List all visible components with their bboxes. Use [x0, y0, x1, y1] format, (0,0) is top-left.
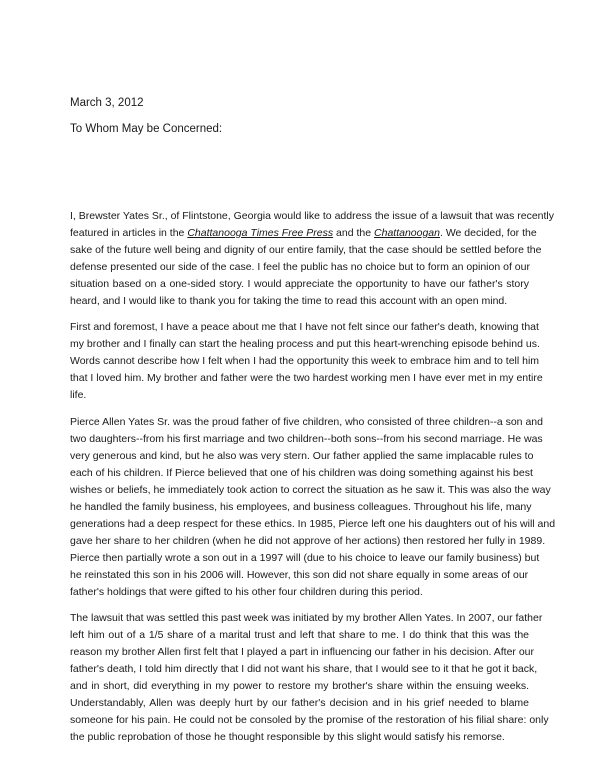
paragraph-4-line: someone for his pain. He could not be consoled by the promise of the restoration of his filial share: only: [70, 714, 549, 726]
paragraph-3-line: each of his children. If Pierce believed that one of his children was doing something against his best: [70, 467, 533, 479]
paragraph-2-line: life.: [70, 389, 87, 401]
paragraph-1-line: heard, and I would like to thank you for taking the time to read this account with an open mind.: [70, 295, 508, 307]
publication-name: Chattanoogan: [374, 227, 440, 239]
paragraph-2-line: that I loved him. My brother and father were the two hardest working men I have ever met in my entire: [70, 372, 543, 384]
paragraph-4-line: the public reprobation of those he thought responsible by this slight would satisfy his remorse.: [70, 731, 505, 743]
paragraph-4-line: and in short, did everything in my power to restore my brother's share within the ensuing weeks.: [70, 680, 529, 692]
paragraph-3-line: two daughters--from his first marriage and two children--both sons--from his second marriage. He was: [70, 433, 543, 445]
paragraph-1-line: sake of the future well being and dignity of our entire family, that the case should be settled before the: [70, 244, 542, 256]
paragraph-1-line: I, Brewster Yates Sr., of Flintstone, Georgia would like to address the issue of a lawsuit that was recently: [70, 210, 555, 222]
paragraph-4-line: Understandably, Allen was deeply hurt by our father's decision and in his grief needed to blame: [70, 697, 529, 709]
letter-date: March 3, 2012: [70, 97, 144, 109]
paragraph-1-line: featured in articles in the Chattanooga Times Free Press and the Chattanoogan. We decided, for the: [70, 227, 537, 239]
paragraph-4-line: The lawsuit that was settled this past week was initiated by my brother Allen Yates. In 2007, our father: [70, 612, 543, 624]
paragraph-3-line: wishes or beliefs, he immediately took action to correct the situation as he saw it. This was also the way: [70, 484, 551, 496]
salutation: To Whom May be Concerned:: [70, 123, 223, 135]
publication-name: Chattanooga Times Free Press: [187, 227, 334, 239]
paragraph-4-line: father's death, I told him directly that I did not want his share, that I would see to it that he got it back,: [70, 663, 538, 675]
paragraph-2-line: Words cannot describe how I felt when I had the opportunity this week to embrace him and to tell him: [70, 355, 540, 367]
paragraph-3-line: very generous and kind, but he also was very stern. Our father applied the same implacable rules to: [70, 450, 534, 462]
paragraph-3-line: generations had a deep respect for these ethics. In 1985, Pierce left one his daughters out of his will and: [70, 518, 556, 530]
paragraph-1-line: defense presented our side of the case. I feel the public has no choice but to form an opinion of our: [70, 261, 530, 273]
paragraph-3-line: father's holdings that were gifted to his other four children during this period.: [70, 586, 423, 598]
paragraph-2-line: my brother and I finally can start the healing process and put this heart-wrenching episode behind us.: [70, 338, 540, 350]
paragraph-1-line: situation based on a one-sided story. I would appreciate the opportunity to have our father's story: [70, 278, 529, 290]
paragraph-3-line: he handled the family business, his employees, and business colleagues. Throughout his life, many: [70, 501, 532, 513]
paragraph-3-line: Pierce Allen Yates Sr. was the proud father of five children, who consisted of three children--a son and: [70, 416, 543, 428]
paragraph-3-line: gave her share to her children (when he did not approve of her actions) then restored her fully in 1989.: [70, 535, 546, 547]
paragraph-2-line: First and foremost, I have a peace about me that I have not felt since our father's death, knowing that: [70, 321, 539, 333]
paragraph-3-line: Pierce then partially wrote a son out in a 1997 will (due to his choice to leave our family business) but: [70, 552, 540, 564]
paragraph-4-line: left him out of a 1/5 share of a marital trust and left that share to me. I do think that this was the: [70, 629, 529, 641]
paragraph-4-line: reason my brother Allen first felt that I played a part in influencing our father in his decision. After our: [70, 646, 534, 658]
paragraph-3-line: he reinstated this son in his 2006 will. However, this son did not share equally in some areas of our: [70, 569, 529, 581]
